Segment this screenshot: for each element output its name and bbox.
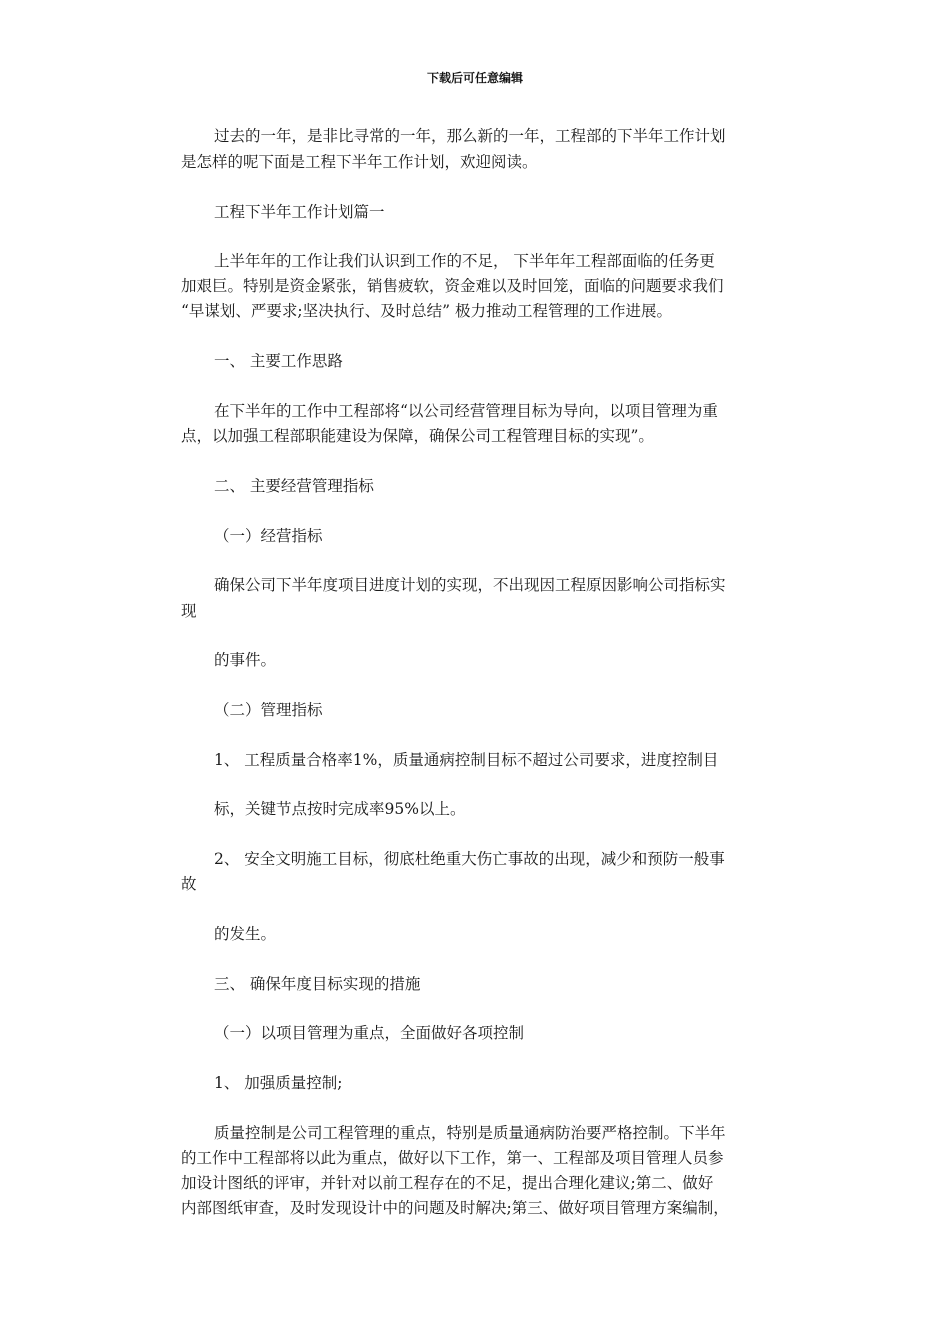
paragraph-line: 加设计图纸的评审，并针对以前工程存在的不足，提出合理化建议;第二、做好 [181, 1174, 714, 1192]
paragraph-line: 内部图纸审查，及时发现设计中的问题及时解决;第三、做好项目管理方案编制， [181, 1199, 729, 1217]
list-item: 1、 加强质量控制; [214, 1074, 343, 1092]
paragraph-line: 是怎样的呢下面是工程下半年工作计划，欢迎阅读。 [181, 153, 538, 171]
paragraph-line: 加艰巨。特别是资金紧张，销售疲软，资金难以及时回笼，面临的问题要求我们 [181, 277, 724, 295]
page-header: 下载后可任意编辑 [426, 71, 523, 85]
paragraph-line: 点，以加强工程部职能建设为保障，确保公司工程管理目标的实现”。 [181, 427, 654, 445]
list-item: 1、 工程质量合格率1%，质量通病控制目标不超过公司要求，进度控制目 [214, 751, 719, 769]
section-heading: 二、 主要经营管理指标 [214, 477, 374, 495]
list-item-continued: 故 [181, 875, 197, 893]
paragraph-line: 确保公司下半年度项目进度计划的实现，不出现因工程原因影响公司指标实 [214, 576, 726, 594]
paragraph-line: 在下半年的工作中工程部将“以公司经营管理目标为导向，以项目管理为重 [214, 402, 718, 420]
paragraph-line: 上半年年的工作让我们认识到工作的不足， 下半年年工程部面临的任务更 [214, 252, 715, 270]
section-heading: 三、 确保年度目标实现的措施 [214, 975, 421, 993]
paragraph-line: 现 [181, 602, 197, 620]
subsection-heading: （一）经营指标 [214, 527, 323, 545]
paragraph-line: 的工作中工程部将以此为重点，做好以下工作，第一、工程部及项目管理人员参 [181, 1149, 724, 1167]
paragraph-line: 过去的一年，是非比寻常的一年，那么新的一年，工程部的下半年工作计划 [214, 127, 726, 145]
paragraph-line: 的事件。 [214, 651, 277, 669]
list-item-continued: 标，关键节点按时完成率95%以上。 [214, 800, 466, 818]
section-heading: 一、 主要工作思路 [214, 352, 343, 370]
paragraph-line: 质量控制是公司工程管理的重点，特别是质量通病防治要严格控制。下半年 [214, 1124, 726, 1142]
subsection-heading: （二）管理指标 [214, 701, 323, 719]
paragraph-line: “早谋划、严要求;坚决执行、及时总结” 极力推动工程管理的工作进展。 [181, 302, 672, 320]
subsection-heading: （一）以项目管理为重点，全面做好各项控制 [214, 1024, 525, 1042]
list-item-continued: 的发生。 [214, 925, 277, 943]
list-item: 2、 安全文明施工目标，彻底杜绝重大伤亡事故的出现，减少和预防一般事 [214, 850, 725, 868]
section-heading: 工程下半年工作计划篇一 [214, 203, 385, 221]
